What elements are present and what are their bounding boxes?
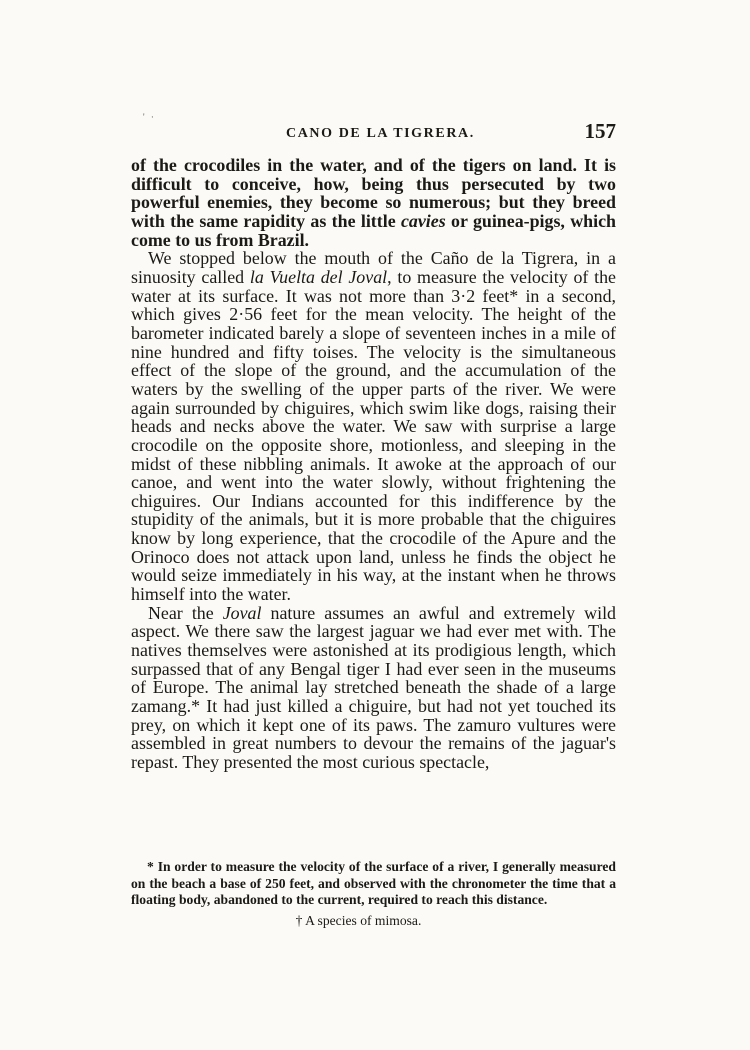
paragraph-3-text-b: nature assumes an awful and extremely wild aspect. We there saw the largest jaguar we had ever met with. The natives themselves were astonished at its prodigious length, which surpassed that of any Bengal tiger I had ever seen in the museums of Europe. The animal lay stretched beneath the shade of a large zamang.* It had just killed a chiguire, but had not yet touched its prey, on which it kept one of its paws. The zamuro vultures were assembled in great numbers to devour the remains of the jaguar's repast. They presented the most curious spectacle, xyxy=(131,602,616,772)
paragraph-1-italic-cavies: cavies xyxy=(400,210,446,231)
paragraph-1-text-a: of the crocodiles in the water, and of the tigers on land. It is difficult to conceive, how, being thus persecuted by two powerful enemies, they become so numerous; but they breed with the same rapidity as the little xyxy=(131,155,616,231)
paragraph-3-text-a: Near the xyxy=(148,602,223,623)
print-speck: ' · xyxy=(143,112,156,122)
paragraph-3-italic-joval: Joval xyxy=(222,602,262,623)
page-header xyxy=(131,119,616,150)
paragraph-1 xyxy=(131,156,616,249)
footnote-velocity: * In order to measure the velocity of the surface of a river, I generally measured on the beach a base of 250 feet, and observed with the chronometer the time that a floating body, abandoned to the current, required to reach this distance. xyxy=(131,859,616,907)
paragraph-3 xyxy=(131,604,616,772)
paragraph-2-italic-place: la Vuelta del Joval xyxy=(249,266,388,287)
paragraph-2 xyxy=(131,249,616,603)
footnote-mimosa: † A species of mimosa. xyxy=(295,912,422,928)
page-number: 157 xyxy=(584,119,616,143)
paragraph-2-text-a: We stopped below the mouth of the Caño de la Tigrera, in a sinuosity called xyxy=(131,248,616,287)
paragraph-2-text-b: , to measure the velocity of the water at its surface. It was not more than 3·2 feet* in a second, which gives 2·56 feet for the mean velocity. The height of the barometer indicated barely a slope of seventeen inches in a mile of nine hundred and fifty toises. The velocity is the simultaneous effect of the slope of the ground, and the accumulation of the waters by the swelling of the upper parts of the river. We were again surrounded by chiguires, which swim like dogs, raising their heads and necks above the water. We saw with surprise a large crocodile on the opposite shore, motionless, and sleeping in the midst of these nibbling animals. It awoke at the approach of our canoe, and went into the water slowly, without frightening the chiguires. Our Indians accounted for this indifference by the stupidity of the animals, but it is more probable that the chiguires know by long experience, that the crocodile of the Apure and the Orinoco does not attack upon land, unless he finds the object he would seize immediately in his way, at the instant when he throws himself into the water. xyxy=(131,266,616,605)
paragraph-1-text-b: or guinea-pigs, which come to us from Brazil. xyxy=(131,210,616,250)
footnotes xyxy=(131,859,616,929)
running-head: CANO DE LA TIGRERA. xyxy=(286,126,475,141)
body-text xyxy=(131,156,616,772)
